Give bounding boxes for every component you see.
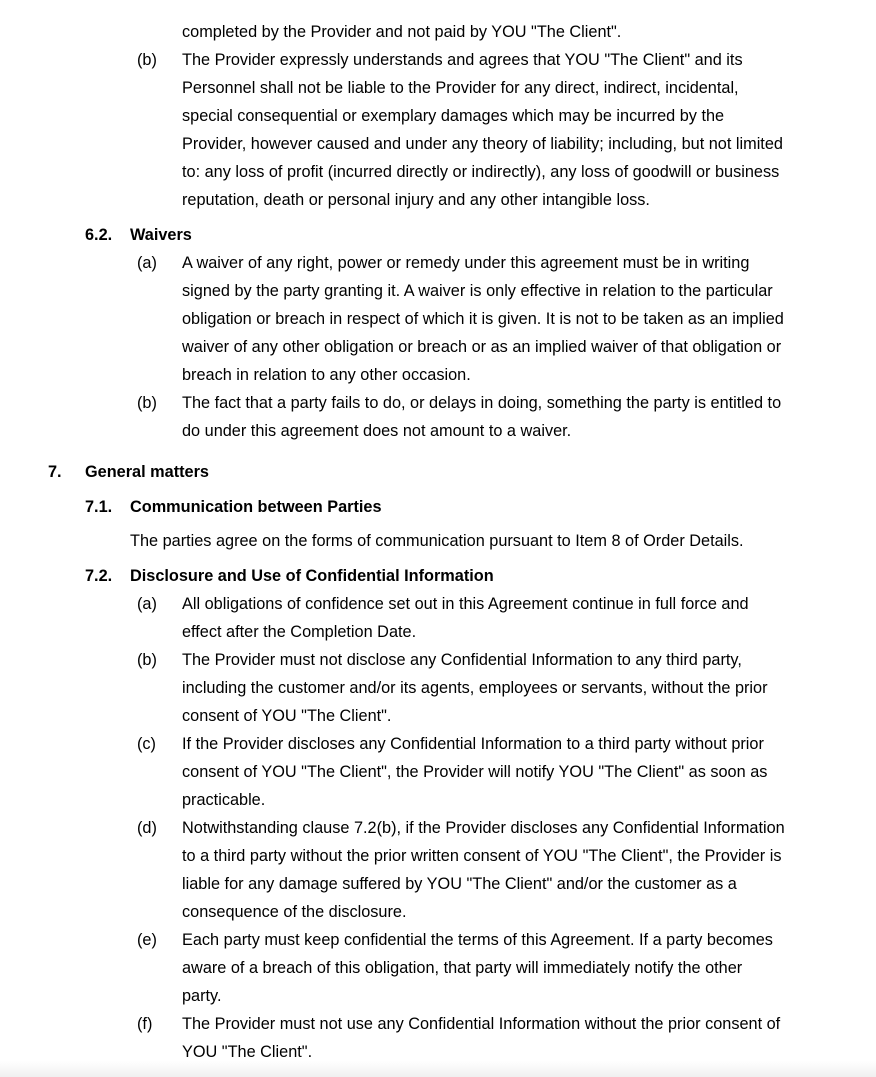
list-item-marker: (a) (137, 254, 157, 272)
heading-text: Waivers (130, 226, 192, 244)
list-item-marker: (c) (137, 735, 156, 753)
heading-number: 6.2. (85, 226, 113, 244)
heading-text: Communication between Parties (130, 498, 382, 516)
heading-number: 7.2. (85, 567, 113, 585)
list-item-text: If the Provider discloses any Confidential Information to a third party without prior consent of YOU "The Client", the Provider will notify YOU "The Client" as soon as practicable. (182, 735, 768, 809)
list-item (0, 1010, 876, 1066)
list-item-text: A waiver of any right, power or remedy under this agreement must be in writing signed by the party granting it. A waiver is only effective in relation to the particular obligation or breach in respect of which it is given. It is not to be taken as an implied waiver of any other obligation or breach or as an implied waiver of that obligation or breach in relation to any other occasion. (182, 254, 784, 384)
page-break-gap (0, 1061, 876, 1077)
list-item-text: The Provider must not use any Confidential Information without the prior consent of YOU "The Client". (182, 1015, 781, 1061)
paragraph-text: The parties agree on the forms of communication pursuant to Item 8 of Order Details. (130, 532, 744, 550)
list-item (0, 389, 876, 445)
list-item-text: The fact that a party fails to do, or delays in doing, something the party is entitled to do under this agreement does not amount to a waiver. (182, 394, 782, 440)
list-item-text: All obligations of confidence set out in this Agreement continue in full force and effect after the Completion Date. (182, 595, 749, 641)
list-item-marker: (e) (137, 931, 157, 949)
list-item-text: Notwithstanding clause 7.2(b), if the Provider discloses any Confidential Information to a third party without the prior written consent of YOU "The Client", the Provider is liable for any damage suffered by YOU "The Client" and/or the customer as a consequence of the disclosure. (182, 819, 785, 921)
list-item-marker: (f) (137, 1015, 153, 1033)
heading-number: 7.1. (85, 498, 113, 516)
list-item-marker: (b) (137, 394, 157, 412)
section-heading (0, 562, 876, 590)
heading-text: Disclosure and Use of Confidential Information (130, 567, 494, 585)
list-item (0, 926, 876, 1010)
list-item (0, 46, 876, 214)
paragraph (0, 527, 876, 555)
paragraph-continuation (0, 18, 876, 46)
list-item-marker: (a) (137, 595, 157, 613)
list-item-marker: (b) (137, 51, 157, 69)
heading-number: 7. (48, 463, 62, 481)
section-heading (0, 458, 876, 486)
list-item-text: Each party must keep confidential the terms of this Agreement. If a party becomes aware of a breach of this obligation, that party will immediately notify the other party. (182, 931, 773, 1005)
paragraph-text: completed by the Provider and not paid by YOU "The Client". (182, 23, 622, 41)
section-heading (0, 221, 876, 249)
list-item (0, 730, 876, 814)
list-item (0, 646, 876, 730)
list-item (0, 590, 876, 646)
heading-text: General matters (85, 463, 209, 481)
list-item-marker: (d) (137, 819, 157, 837)
list-item-text: The Provider must not disclose any Confidential Information to any third party, including the customer and/or its agents, employees or servants, without the prior consent of YOU "The Client". (182, 651, 768, 725)
list-item (0, 249, 876, 389)
section-heading (0, 493, 876, 521)
list-item-marker: (b) (137, 651, 157, 669)
list-item-text: The Provider expressly understands and agrees that YOU "The Client" and its Personnel shall not be liable to the Provider for any direct, indirect, incidental, special consequential or exemplary damages which may be incurred by the Provider, however caused and under any theory of liability; including, but not limited to: any loss of profit (incurred directly or indirectly), any loss of goodwill or business reputation, death or personal injury and any other intangible loss. (182, 51, 783, 209)
list-item (0, 814, 876, 926)
